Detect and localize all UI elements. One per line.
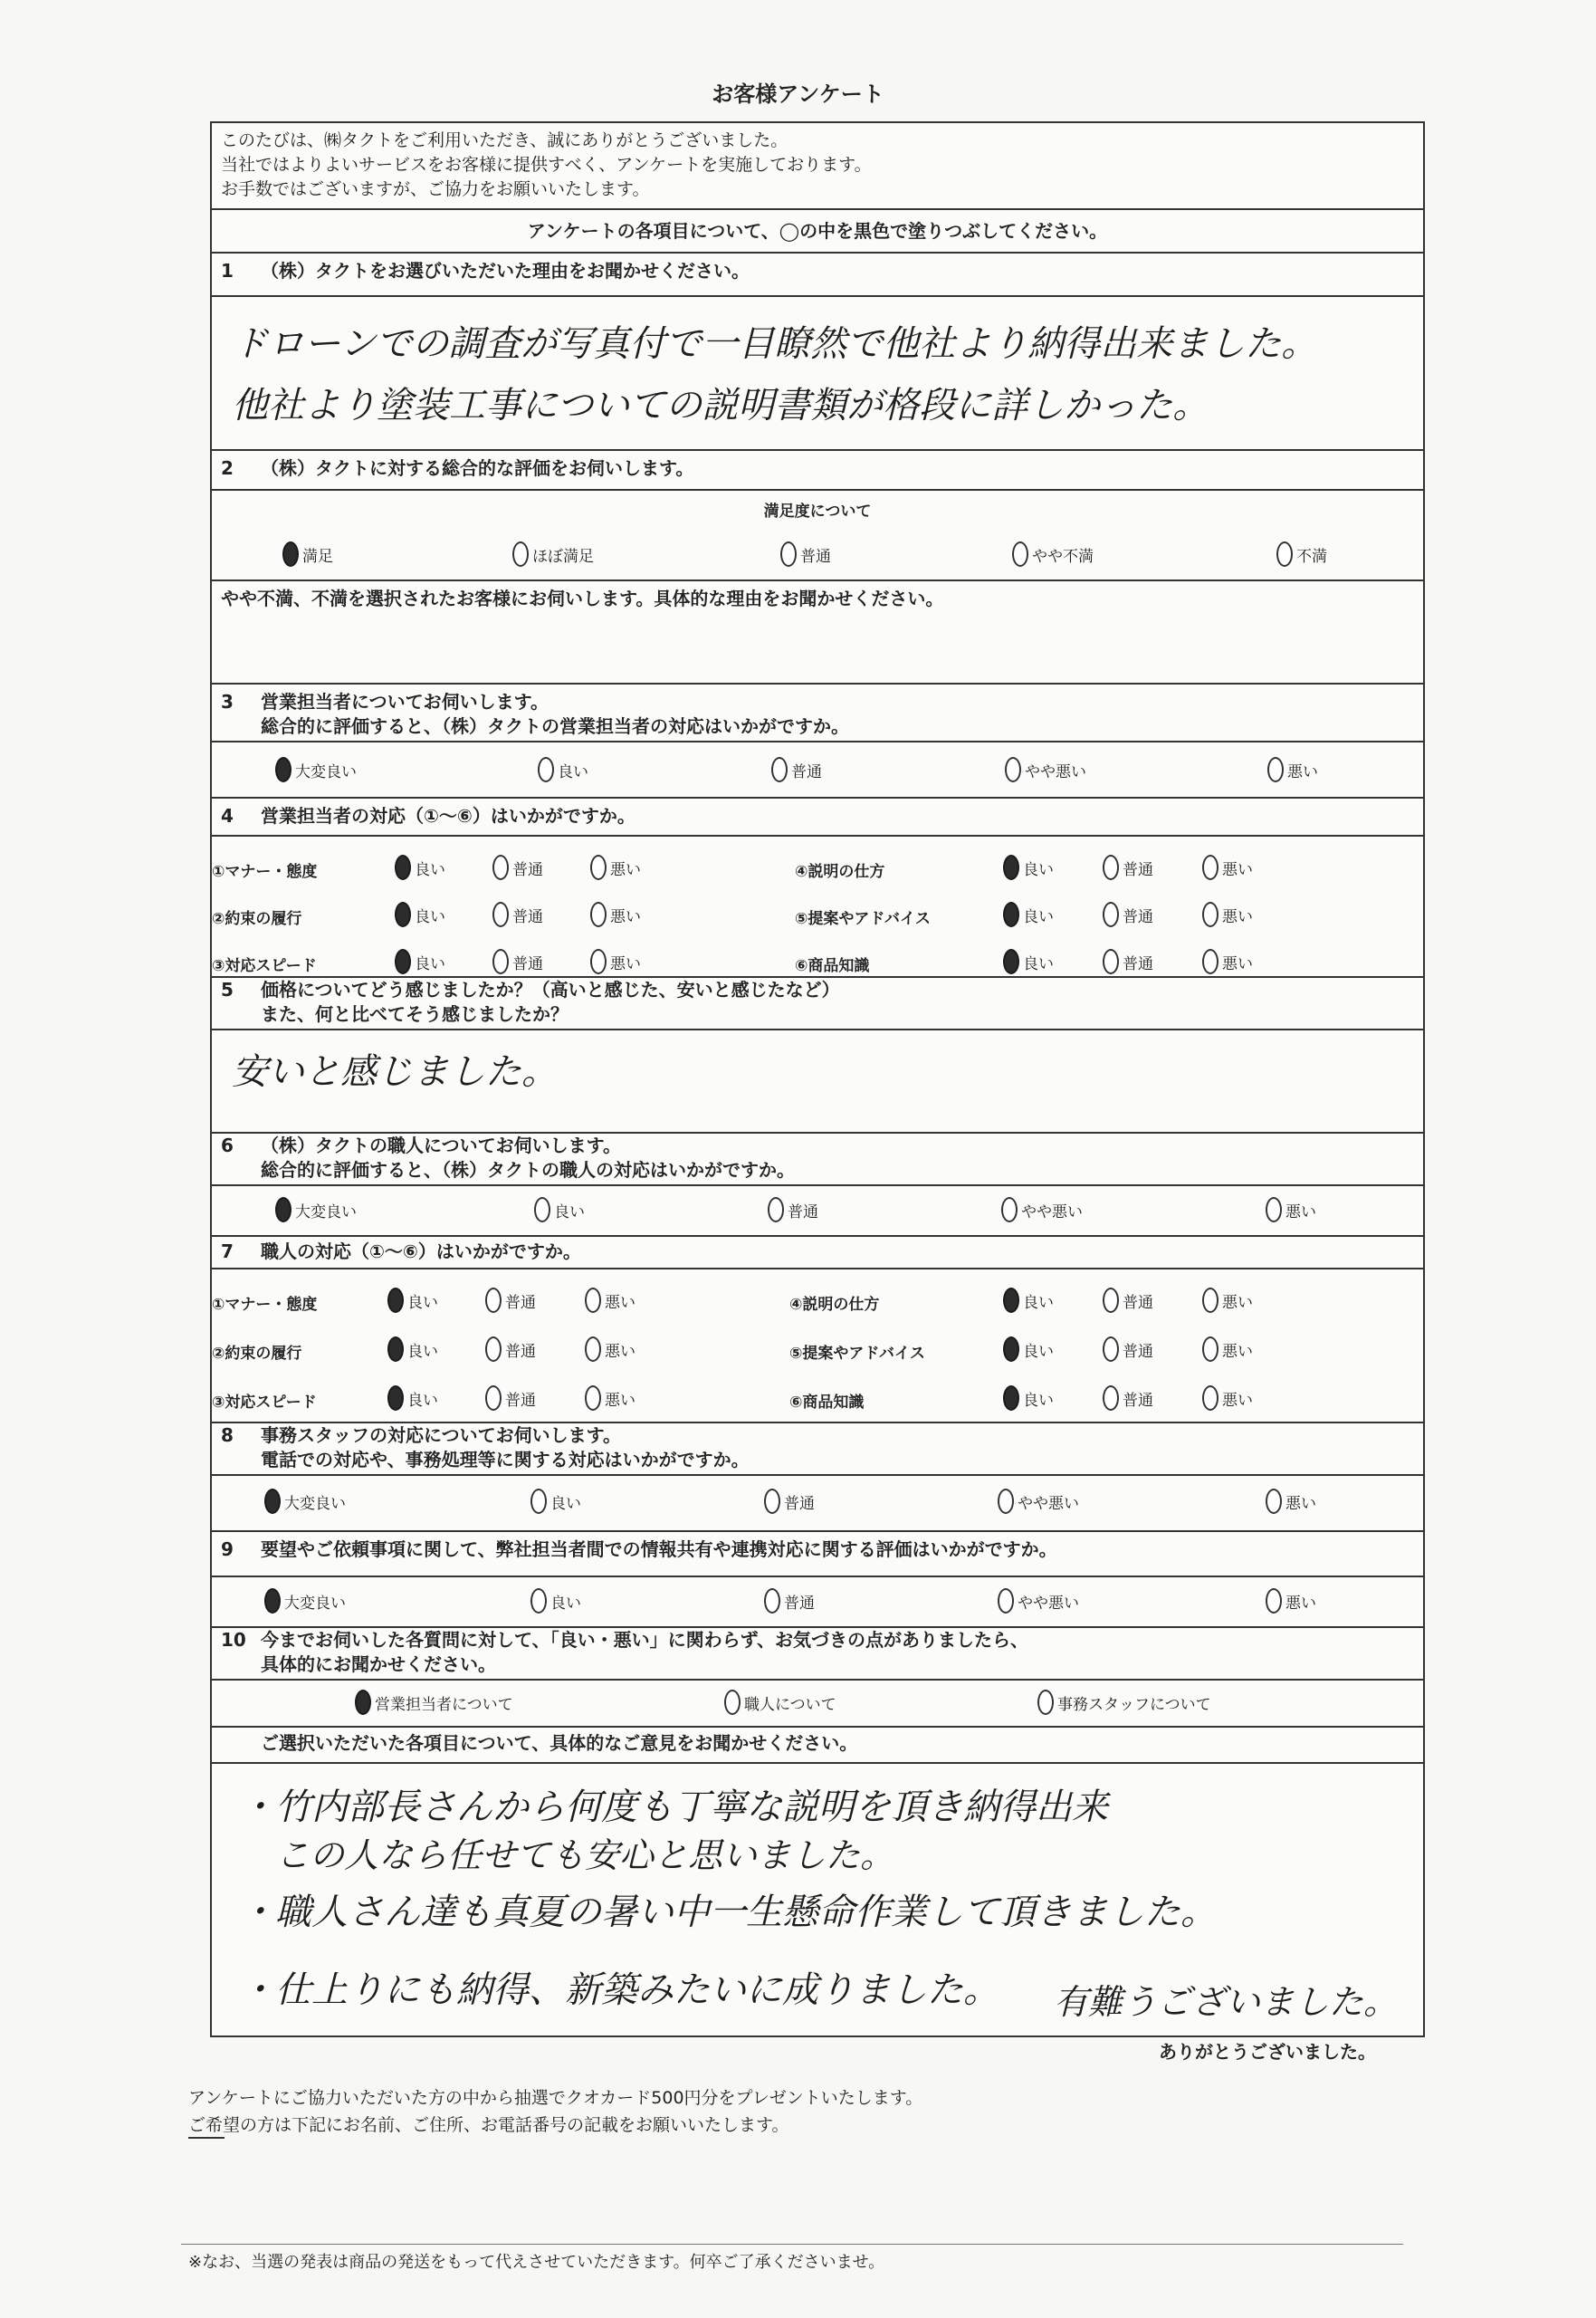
radio-bubble[interactable]	[512, 541, 529, 567]
radio-bubble[interactable]	[530, 1588, 547, 1614]
q10-option[interactable]: 事務スタッフについて	[1037, 1690, 1211, 1715]
q10-prompt-row	[212, 1728, 1423, 1764]
radio-bubble[interactable]	[1012, 541, 1028, 567]
radio-bubble[interactable]	[1103, 855, 1119, 880]
q7-option[interactable]: 良い	[387, 1385, 438, 1411]
q7-option[interactable]: 普通	[485, 1288, 536, 1313]
radio-bubble-filled[interactable]	[275, 757, 291, 782]
q7-header	[212, 1237, 1423, 1269]
q7-option[interactable]: 普通	[485, 1336, 536, 1362]
radio-bubble[interactable]	[1001, 1197, 1018, 1222]
radio-bubble[interactable]	[492, 949, 509, 974]
radio-bubble-filled[interactable]	[1003, 855, 1019, 880]
q8-header	[212, 1423, 1423, 1476]
q7-item-label: ④説明の仕方	[789, 1296, 880, 1314]
radio-bubble[interactable]	[1103, 949, 1119, 974]
q7-option[interactable]: 良い	[1003, 1385, 1054, 1411]
q7-option[interactable]: 普通	[1103, 1336, 1153, 1362]
q9-option[interactable]: 普通	[764, 1588, 815, 1614]
q2-number: 2	[221, 457, 234, 479]
q4-option[interactable]: 悪い	[590, 902, 641, 927]
radio-bubble-filled[interactable]	[275, 1197, 291, 1222]
q4-option[interactable]: 良い	[395, 855, 445, 880]
radio-bubble[interactable]	[1202, 902, 1219, 927]
q9-number: 9	[221, 1538, 234, 1560]
radio-bubble-filled[interactable]	[264, 1588, 281, 1614]
radio-bubble[interactable]	[764, 1588, 780, 1614]
q4-option[interactable]: 悪い	[1202, 949, 1253, 974]
q3-options-row	[212, 742, 1423, 799]
q10-answer-line: ・竹内部長さんから何度も丁寧な説明を頂き納得出来	[239, 1786, 1108, 1828]
q2-option[interactable]: 普通	[780, 541, 831, 567]
radio-bubble[interactable]	[1202, 855, 1219, 880]
radio-bubble-filled[interactable]	[264, 1489, 281, 1514]
radio-bubble-filled[interactable]	[1003, 1336, 1019, 1362]
intro-line: 当社ではよりよいサービスをお客様に提供すべく、アンケートを実施しております。	[221, 155, 872, 175]
intro-block	[212, 123, 1423, 210]
q3-number: 3	[221, 691, 234, 713]
radio-bubble[interactable]	[1202, 1288, 1219, 1313]
radio-bubble[interactable]	[485, 1288, 502, 1313]
q4-grid	[212, 837, 1423, 978]
q3-option[interactable]: 大変良い	[275, 757, 357, 782]
q8-option[interactable]: 普通	[764, 1489, 815, 1514]
q7-item-label: ②約束の履行	[212, 1345, 302, 1363]
q4-item-label: ⑥商品知識	[795, 957, 870, 975]
q4-item-label: ④説明の仕方	[795, 863, 885, 881]
radio-bubble[interactable]	[590, 855, 607, 880]
q3-option[interactable]: やや悪い	[1005, 757, 1086, 782]
radio-bubble[interactable]	[1005, 757, 1021, 782]
radio-bubble-filled[interactable]	[387, 1385, 404, 1411]
q4-option[interactable]: 普通	[1103, 949, 1153, 974]
q2-header	[212, 451, 1423, 491]
radio-bubble[interactable]	[780, 541, 797, 567]
q10-options-row	[212, 1681, 1423, 1728]
radio-bubble[interactable]	[485, 1385, 502, 1411]
q4-option[interactable]: 悪い	[1202, 855, 1253, 880]
q10-sub: 具体的にお聞かせください。	[261, 1653, 496, 1675]
q6-options-row	[212, 1186, 1423, 1237]
q7-option[interactable]: 普通	[485, 1385, 536, 1411]
q9-options-row	[212, 1577, 1423, 1628]
q6-text: （株）タクトの職人についてお伺いします。	[261, 1135, 621, 1156]
radio-bubble[interactable]	[534, 1197, 550, 1222]
q9-text: 要望やご依頼事項に関して、弊社担当者間での情報共有や連携対応に関する評価はいかがですか。	[261, 1538, 1057, 1560]
q1-text: （株）タクトをお選びいただいた理由をお聞かせください。	[261, 260, 750, 282]
q4-option[interactable]: 良い	[395, 949, 445, 974]
radio-bubble-filled[interactable]	[282, 541, 299, 567]
q8-option[interactable]: 大変良い	[264, 1489, 346, 1514]
q10-option[interactable]: 営業担当者について	[355, 1690, 513, 1715]
q10-answer-area[interactable]	[212, 1764, 1423, 2035]
radio-bubble[interactable]	[1266, 1588, 1282, 1614]
q6-option[interactable]: やや悪い	[1001, 1197, 1083, 1222]
q7-item-label: ①マナー・態度	[212, 1296, 318, 1314]
q4-item-label: ⑤提案やアドバイス	[795, 910, 931, 928]
q2-text: （株）タクトに対する総合的な評価をお伺いします。	[261, 457, 694, 479]
radio-bubble-filled[interactable]	[387, 1288, 404, 1313]
q7-option[interactable]: 良い	[1003, 1336, 1054, 1362]
q10-answer-line: ・職人さん達も真夏の暑い中一生懸命作業して頂きました。	[239, 1892, 1217, 1933]
radio-bubble[interactable]	[492, 902, 509, 927]
q4-item-label: ①マナー・態度	[212, 863, 318, 881]
q4-option[interactable]: 良い	[1003, 949, 1054, 974]
radio-bubble[interactable]	[538, 757, 554, 782]
q7-option[interactable]: 良い	[1003, 1288, 1054, 1313]
q10-header	[212, 1628, 1423, 1681]
q9-option[interactable]: 悪い	[1266, 1588, 1316, 1614]
radio-bubble-filled[interactable]	[395, 855, 411, 880]
q1-answer-line: ドローンでの調査が写真付で一目瞭然で他社より納得出来ました。	[232, 323, 1318, 365]
q4-item-label: ②約束の履行	[212, 910, 302, 928]
radio-bubble[interactable]	[485, 1336, 502, 1362]
q7-item-label: ③対応スピード	[212, 1394, 317, 1412]
q5-number: 5	[221, 979, 234, 1001]
q4-item-label: ③対応スピード	[212, 957, 317, 975]
q6-number: 6	[221, 1135, 234, 1156]
q4-text: 営業担当者の対応（①〜⑥）はいかがですか。	[261, 805, 636, 827]
q3-option[interactable]: 悪い	[1267, 757, 1318, 782]
radio-bubble[interactable]	[1266, 1197, 1282, 1222]
q6-option[interactable]: 普通	[768, 1197, 818, 1222]
radio-bubble[interactable]	[1037, 1690, 1054, 1715]
q9-header	[212, 1532, 1423, 1577]
radio-bubble[interactable]	[585, 1288, 601, 1313]
q7-grid	[212, 1269, 1423, 1423]
q7-number: 7	[221, 1240, 234, 1262]
q7-option[interactable]: 悪い	[585, 1336, 636, 1362]
q6-sub: 総合的に評価すると、（株）タクトの職人の対応はいかがですか。	[261, 1159, 795, 1181]
radio-bubble[interactable]	[998, 1489, 1014, 1514]
q3-text: 営業担当者についてお伺いします。	[261, 691, 549, 713]
q7-item-label: ⑤提案やアドバイス	[789, 1345, 925, 1363]
q8-options-row	[212, 1476, 1423, 1532]
survey-form	[210, 121, 1425, 2037]
q7-option[interactable]: 悪い	[1202, 1336, 1253, 1362]
q1-header	[212, 254, 1423, 297]
q7-option[interactable]: 良い	[387, 1288, 438, 1313]
radio-bubble[interactable]	[1266, 1489, 1282, 1514]
radio-bubble[interactable]	[1276, 541, 1293, 567]
radio-bubble[interactable]	[1103, 1385, 1119, 1411]
radio-bubble[interactable]	[1103, 1288, 1119, 1313]
radio-bubble[interactable]	[768, 1197, 784, 1222]
q4-number: 4	[221, 805, 234, 827]
radio-bubble[interactable]	[585, 1385, 601, 1411]
q1-answer-area[interactable]	[212, 297, 1423, 451]
footer-note: ※なお、当選の発表は商品の発送をもって代えさせていただきます。何卒ご了承くださいませ。	[188, 2253, 885, 2272]
footer-line: アンケートにご協力いただいた方の中から抽選でクオカード500円分をプレゼントいたします。	[188, 2088, 923, 2108]
q4-header	[212, 799, 1423, 837]
intro-line: お手数ではございますが、ご協力をお願いいたします。	[221, 179, 650, 199]
radio-bubble[interactable]	[585, 1336, 601, 1362]
q2-option[interactable]: 満足	[282, 541, 333, 567]
q4-option[interactable]: 普通	[492, 855, 543, 880]
radio-bubble[interactable]	[764, 1489, 780, 1514]
underline	[188, 2137, 225, 2139]
radio-bubble[interactable]	[1103, 1336, 1119, 1362]
radio-bubble[interactable]	[1267, 757, 1284, 782]
q2-scale-label: 満足度について	[763, 503, 872, 521]
q10-number: 10	[221, 1629, 246, 1651]
q8-number: 8	[221, 1424, 234, 1446]
q2-option[interactable]: ほぼ満足	[512, 541, 594, 567]
name-entry-line[interactable]	[181, 2244, 1403, 2245]
radio-bubble[interactable]	[1202, 949, 1219, 974]
q9-option[interactable]: 大変良い	[264, 1588, 346, 1614]
q6-option[interactable]: 悪い	[1266, 1197, 1316, 1222]
q4-option[interactable]: 普通	[1103, 855, 1153, 880]
q4-option[interactable]: 悪い	[590, 855, 641, 880]
q3-header	[212, 685, 1423, 742]
q5-sub: また、何と比べてそう感じましたか？	[261, 1003, 569, 1025]
q2-options-row	[212, 491, 1423, 581]
q4-option[interactable]: 普通	[1103, 902, 1153, 927]
q5-answer-area[interactable]	[212, 1030, 1423, 1134]
q8-option[interactable]: やや悪い	[998, 1489, 1079, 1514]
q6-header	[212, 1134, 1423, 1186]
radio-bubble[interactable]	[492, 855, 509, 880]
q6-option[interactable]: 良い	[534, 1197, 585, 1222]
q4-option[interactable]: 良い	[1003, 855, 1054, 880]
radio-bubble[interactable]	[590, 902, 607, 927]
q10-text: 今までお伺いした各質問に対して、「良い・悪い」に関わらず、お気づきの点がありましたら、	[261, 1629, 1028, 1651]
radio-bubble[interactable]	[771, 757, 788, 782]
radio-bubble-filled[interactable]	[1003, 1385, 1019, 1411]
q9-option[interactable]: 良い	[530, 1588, 581, 1614]
intro-line: このたびは、㈱タクトをご利用いただき、誠にありがとうございました。	[221, 130, 788, 150]
q5-answer: 安いと感じました。	[232, 1051, 558, 1093]
q2-followup-text: やや不満、不満を選択されたお客様にお伺いします。具体的な理由をお聞かせください。	[221, 588, 944, 609]
radio-bubble[interactable]	[1103, 902, 1119, 927]
q7-option[interactable]: 普通	[1103, 1288, 1153, 1313]
q7-text: 職人の対応（①〜⑥）はいかがですか。	[261, 1240, 581, 1262]
q3-sub: 総合的に評価すると、（株）タクトの営業担当者の対応はいかがですか。	[261, 715, 849, 737]
radio-bubble-filled[interactable]	[387, 1336, 404, 1362]
footer-line: ご希望の方は下記にお名前、ご住所、お電話番号の記載をお願いいたします。	[188, 2115, 789, 2135]
q4-option[interactable]: 良い	[1003, 902, 1054, 927]
q6-option[interactable]: 大変良い	[275, 1197, 357, 1222]
q4-option[interactable]: 普通	[492, 902, 543, 927]
q10-answer-line: この人なら任せても安心と思いました。	[275, 1835, 895, 1875]
q3-option[interactable]: 良い	[538, 757, 588, 782]
thanks-text: ありがとうございました。	[1159, 2041, 1376, 2063]
q7-option[interactable]: 普通	[1103, 1385, 1153, 1411]
radio-bubble-filled[interactable]	[1003, 902, 1019, 927]
q7-item-label: ⑥商品知識	[789, 1394, 865, 1412]
q8-option[interactable]: 悪い	[1266, 1489, 1316, 1514]
q9-option[interactable]: やや悪い	[998, 1588, 1079, 1614]
radio-bubble-filled[interactable]	[1003, 949, 1019, 974]
instruction: アンケートの各項目について、◯の中を黒色で塗りつぶしてください。	[212, 210, 1423, 254]
radio-bubble[interactable]	[590, 949, 607, 974]
q3-option[interactable]: 普通	[771, 757, 822, 782]
radio-bubble-filled[interactable]	[355, 1690, 371, 1715]
q10-signoff: 有難うございました。	[1054, 1982, 1399, 2022]
q7-option[interactable]: 悪い	[1202, 1288, 1253, 1313]
page-title: お客様アンケート	[712, 81, 884, 107]
q2-option[interactable]: 不満	[1276, 541, 1327, 567]
q1-number: 1	[221, 260, 234, 282]
radio-bubble[interactable]	[998, 1588, 1014, 1614]
radio-bubble[interactable]	[1202, 1385, 1219, 1411]
q7-option[interactable]: 悪い	[1202, 1385, 1253, 1411]
q10-prompt: ご選択いただいた各項目について、具体的なご意見をお聞かせください。	[261, 1732, 858, 1754]
q8-text: 事務スタッフの対応についてお伺いします。	[261, 1424, 621, 1446]
q7-option[interactable]: 悪い	[585, 1288, 636, 1313]
radio-bubble-filled[interactable]	[395, 902, 411, 927]
q5-header	[212, 978, 1423, 1030]
q8-sub: 電話での対応や、事務処理等に関する対応はいかがですか。	[261, 1449, 750, 1470]
q2-followup-area[interactable]	[212, 581, 1423, 685]
q7-option[interactable]: 良い	[387, 1336, 438, 1362]
radio-bubble-filled[interactable]	[395, 949, 411, 974]
q1-answer-line: 他社より塗装工事についての説明書類が格段に詳しかった。	[232, 385, 1209, 426]
q7-option[interactable]: 悪い	[585, 1385, 636, 1411]
radio-bubble[interactable]	[530, 1489, 547, 1514]
q5-text: 価格についてどう感じましたか？（高いと感じた、安いと感じたなど）	[261, 979, 840, 1001]
q10-answer-line: ・仕上りにも納得、新築みたいに成りました。	[239, 1969, 999, 2011]
radio-bubble[interactable]	[724, 1690, 741, 1715]
q4-option[interactable]: 普通	[492, 949, 543, 974]
radio-bubble[interactable]	[1202, 1336, 1219, 1362]
q4-option[interactable]: 悪い	[1202, 902, 1253, 927]
q4-option[interactable]: 悪い	[590, 949, 641, 974]
q2-option[interactable]: やや不満	[1012, 541, 1094, 567]
radio-bubble-filled[interactable]	[1003, 1288, 1019, 1313]
q4-option[interactable]: 良い	[395, 902, 445, 927]
q10-option[interactable]: 職人について	[724, 1690, 836, 1715]
q8-option[interactable]: 良い	[530, 1489, 581, 1514]
